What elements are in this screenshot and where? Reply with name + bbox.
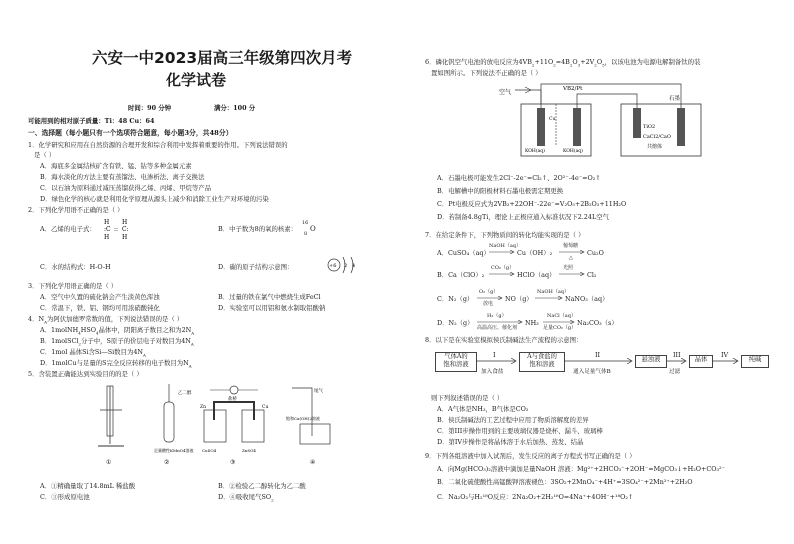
q4-option-a: A．$1molNH_4HSO_4$晶体中，阴阳离子数目之和为$2N_A$ bbox=[40, 326, 195, 336]
flow-arrow-icon bbox=[667, 358, 687, 364]
q8-option-a: A．A气体是NH₃，B气体是CO₂ bbox=[437, 405, 529, 413]
svg-text:足量酸性KMnO4溶液: 足量酸性KMnO4溶液 bbox=[154, 448, 194, 453]
svg-text:H: H bbox=[104, 219, 110, 226]
q3-option-c: C．常温下，铁、铝、钢均可用浓硝酸钝化 bbox=[40, 304, 160, 312]
q7-d-reagent2: NaCl（aq） bbox=[547, 313, 576, 319]
flow-step-2: II bbox=[595, 351, 601, 359]
q5-option-d: D．④吸收尾气$SO_2$ bbox=[218, 493, 274, 503]
svg-text:Zn: Zn bbox=[200, 405, 207, 410]
q9-option-c: C．Na₂O₂与H₂¹⁸O反应：2Na₂O₂+2H₂¹⁸O=4Na⁺+4OH⁻+¹⁸O₂↑ bbox=[437, 493, 634, 501]
arrow-icon bbox=[559, 272, 585, 276]
q6-stem: 6．磷化钒空气电池的放电反应为$4VB_2+11O_2=4B_2O_3+2V_2O_5$，以该电池为电源电解制备钛的装 bbox=[425, 58, 701, 68]
svg-text:②: ② bbox=[164, 459, 170, 466]
q7-d-product: Na₂CO₃（s） bbox=[577, 319, 618, 327]
svg-text:①: ① bbox=[106, 459, 112, 466]
atomic-masses: 可能用到的相对原子质量：Ti：48 Cu：64 bbox=[28, 117, 155, 125]
exam-score: 满分：100 分 bbox=[214, 104, 256, 112]
q7-a-reagent2: 葡萄糖 bbox=[563, 243, 579, 249]
svg-text:空气: 空气 bbox=[499, 89, 512, 96]
q7-b-intermediate: HClO（aq） bbox=[517, 271, 556, 279]
q8-question: 则下列叙述错误的是（ ） bbox=[431, 394, 504, 402]
nuclide-mass-number: 16 bbox=[302, 220, 309, 226]
svg-text:石墨: 石墨 bbox=[669, 96, 681, 102]
flow-box-suspension: 悬浊液 bbox=[635, 355, 667, 368]
q8-stem: 8．以下是在实验室模拟侯氏制碱法生产流程的示意图： bbox=[425, 336, 583, 344]
q5-option-a: A．①精确量取了14.8mL 稀盐酸 bbox=[40, 482, 136, 490]
q7-b-reagent1: CO₂（g） bbox=[491, 265, 515, 271]
q7-option-d: D．N₂（g） bbox=[437, 319, 474, 327]
q2-option-d: D．碳的原子结构示意图： bbox=[218, 263, 294, 271]
flow-arrow-icon bbox=[713, 358, 739, 364]
flow-box-gas-a: 气体A的 饱和溶液 bbox=[435, 352, 477, 372]
q7-d-reagent1: H₂（g） bbox=[487, 313, 507, 319]
q6-option-b: B．电解槽中的阳极材料石墨电极需定期更换 bbox=[437, 187, 564, 195]
battery-electrolysis-figure bbox=[497, 80, 717, 166]
q4-stem: 4．$N_A$为阿伏加德罗常数的值，下列说法错误的是（ ） bbox=[28, 315, 184, 325]
q2-stem: 2．下列化学用语不正确的是（ ） bbox=[28, 206, 124, 214]
q7-c-intermediate: NO（g） bbox=[505, 295, 533, 303]
q1-stem: 1．化学研究和应用在自然资源的合理开发和综合利用中发挥着重要的作用。下列说法错误的 bbox=[28, 141, 288, 149]
flow-step-1: I bbox=[493, 351, 496, 359]
svg-text:VB2/Pt: VB2/Pt bbox=[563, 86, 583, 92]
q7-c-product: NaNO₃（aq） bbox=[565, 295, 609, 303]
flow-step-2-label: 通入足量气体B bbox=[573, 369, 611, 375]
q4-option-b: B．1molSCl$_2$分子中，S原子的价层电子对数目为$4N_A$ bbox=[40, 337, 194, 347]
q5-option-b: B．②检验乙二醇转化为乙二酸 bbox=[218, 482, 306, 490]
exam-time: 时间：90 分钟 bbox=[128, 104, 172, 112]
q5-option-c: C．③形成原电池 bbox=[40, 493, 90, 501]
svg-text:::: :: bbox=[114, 226, 119, 233]
q8-option-c: C．第III步操作用到的主要玻璃仪器是烧杯、漏斗、玻璃棒 bbox=[437, 427, 603, 435]
flow-box-crystal: 晶体 bbox=[689, 355, 713, 368]
q8-option-b: B．侯氏制碱法的工艺过程中应用了物质溶解度的差异 bbox=[437, 416, 589, 424]
svg-text:Cu: Cu bbox=[262, 405, 269, 410]
q6-option-c: C．Pt电极反应式为2VB₂+22OH⁻-22e⁻=V₂O₅+2B₂O₃+11H₂O bbox=[437, 200, 627, 208]
q7-a-intermediate: Cu（OH）₂ bbox=[517, 249, 553, 257]
svg-text::C: :C bbox=[104, 226, 111, 233]
nuclide-atomic-number: 8 bbox=[304, 231, 308, 237]
q9-option-a: A．向Mg(HCO₃)₂溶液中滴加足量NaOH 溶液：Mg²⁺+2HCO₃⁻+2OH⁻=MgCO₃↓+H₂O+CO₃²⁻ bbox=[437, 465, 725, 473]
q7-b-reagent2: 光照 bbox=[563, 265, 574, 271]
q1-stem-cont: 是（ ） bbox=[34, 151, 56, 159]
svg-text:CaCl2/CaO: CaCl2/CaO bbox=[643, 134, 672, 140]
flow-box-a-salt: A与食盐的 饱和溶液 bbox=[519, 352, 565, 372]
test-tube-apparatus bbox=[154, 384, 193, 466]
q1-option-b: B．海水淡化的方法主要有蒸馏法、电渗析法、离子交换法 bbox=[40, 173, 205, 181]
arrow-icon bbox=[489, 250, 515, 254]
svg-text:KOH(aq): KOH(aq) bbox=[563, 149, 583, 154]
burette-apparatus bbox=[98, 386, 124, 466]
q7-d-intermediate: NH₃ bbox=[525, 319, 539, 327]
q1-option-a: A．海底多金属结核矿含有铁、锰、钴等多种金属元素 bbox=[40, 162, 192, 170]
flow-arrow-icon bbox=[565, 358, 633, 364]
q9-option-b: B．二氧化硫使酸性高锰酸钾溶液褪色：3SO₂+2MnO₄⁻+4H⁺=3SO₄²⁻+2Mn²⁺+2H₂O bbox=[437, 478, 693, 486]
q7-a-product: Cu₂O bbox=[587, 249, 604, 257]
q7-d-condition: 高温高压、催化剂 bbox=[477, 325, 518, 331]
ethylene-electron-formula bbox=[100, 216, 160, 242]
svg-text:③: ③ bbox=[230, 459, 236, 466]
svg-text:盐桥: 盐桥 bbox=[228, 397, 237, 402]
q7-c-condition: 放电 bbox=[483, 301, 494, 307]
nuclide-symbol: O bbox=[310, 225, 316, 233]
flow-box-soda: 纯碱 bbox=[741, 355, 769, 368]
nucleus-label: +6 bbox=[329, 263, 337, 269]
svg-text:H: H bbox=[122, 234, 128, 241]
q6-stem-cont: 置如图所示。下列说法不正确的是（ ） bbox=[431, 69, 542, 77]
page-title: 六安一中2023届高三年级第四次月考 bbox=[92, 49, 353, 67]
svg-text:TiO2: TiO2 bbox=[643, 124, 656, 130]
page-subtitle: 化学试卷 bbox=[166, 71, 227, 89]
q7-option-c: C．N₂（g） bbox=[437, 295, 474, 303]
q7-option-a: A．CuSO₄（aq） bbox=[437, 249, 490, 257]
q1-option-c: C．以石油为原料通过减压蒸馏获得乙烯、丙烯、甲烷等产品 bbox=[40, 184, 212, 192]
q7-d-condition2: 足量CO₂（g） bbox=[543, 325, 577, 331]
svg-text:H: H bbox=[104, 234, 110, 241]
shell-electron-count: 4 bbox=[352, 263, 356, 269]
section-heading: 一、选择题（每小题只有一个选项符合题意，每小题3分，共48分） bbox=[28, 129, 233, 137]
gas-absorption-apparatus bbox=[286, 387, 330, 466]
q7-c-reagent1: O₂（g） bbox=[479, 289, 499, 295]
svg-text:饱和Ca(OH)2溶液: 饱和Ca(OH)2溶液 bbox=[286, 416, 320, 421]
q4-option-c: C．1mol 晶体Si含Si—Si数目为$4N_A$ bbox=[40, 348, 146, 358]
flow-step-4: IV bbox=[721, 351, 729, 359]
q5-stem: 5．含装置正确能达到实验目的的是（ ） bbox=[28, 370, 143, 378]
q7-a-condition: △ bbox=[569, 255, 573, 261]
svg-text:④: ④ bbox=[310, 459, 316, 466]
q3-option-b: B．过量的铁在氯气中燃烧生成FeCl bbox=[218, 293, 321, 301]
svg-text:尾气: 尾气 bbox=[314, 389, 323, 394]
carbon-atom-diagram bbox=[326, 254, 362, 276]
q1-option-d: D．绿色化学的核心就是利用化学原理从源头上减少和消除工业生产对环境的污染 bbox=[40, 195, 269, 203]
svg-text:C:: C: bbox=[122, 226, 129, 233]
q2-option-b: B．中子数为8的氧的核素： bbox=[218, 225, 298, 233]
q7-c-reagent2: NaOH（aq） bbox=[537, 289, 569, 295]
q7-option-b: B．Ca（ClO）₂ bbox=[437, 271, 485, 279]
q5-apparatus-figure bbox=[92, 380, 352, 470]
svg-text:共熔体: 共熔体 bbox=[647, 144, 663, 150]
q6-option-d: D．若制备4.8gTi，理论上正极应通入标准状况下2.24L空气 bbox=[437, 213, 609, 221]
q3-option-a: A．空气中久置的硫化钠会产生淡黄色浑浊 bbox=[40, 293, 160, 301]
flow-step-3-label: 过滤 bbox=[669, 369, 681, 375]
arrow-icon bbox=[535, 296, 563, 300]
arrow-icon bbox=[489, 272, 515, 276]
svg-text:H: H bbox=[122, 219, 128, 226]
q7-b-product: Cl₂ bbox=[587, 271, 597, 279]
q4-option-d: D．1molCu与足量的S完全反应转移的电子数目为$N_A$ bbox=[40, 359, 192, 369]
flow-step-1-label: 加入食盐 bbox=[481, 369, 504, 375]
q7-a-reagent1: NaOH（aq） bbox=[489, 243, 521, 249]
shell-electron-count: 2 bbox=[344, 263, 348, 269]
q3-option-d: D．实验室可以用铝和氨水制取铝酸钠 bbox=[218, 304, 326, 312]
q2-option-c: C．水的结构式：H-O-H bbox=[40, 263, 111, 271]
svg-text:KOH(aq): KOH(aq) bbox=[525, 149, 545, 154]
galvanic-cell-apparatus bbox=[200, 386, 268, 466]
q9-stem: 9．下列各组溶液中加入试剂后，发生反应的离子方程式书写正确的是（ ） bbox=[425, 452, 636, 460]
q7-stem: 7．在给定条件下，下列物质间的转化均能实现的是（ ） bbox=[425, 231, 585, 239]
q6-option-a: A．石墨电极可能发生2Cl⁻-2e⁻=Cl₂↑、2O²⁻-4e⁻=O₂↑ bbox=[437, 174, 601, 182]
svg-text:CuSO4: CuSO4 bbox=[202, 448, 217, 453]
svg-text:Cu: Cu bbox=[549, 117, 556, 122]
q3-stem: 3．下列化学用语正确的是（ ） bbox=[28, 282, 118, 290]
svg-text:乙二醇: 乙二醇 bbox=[178, 391, 192, 396]
svg-text:ZnSO4: ZnSO4 bbox=[242, 448, 256, 453]
q8-option-d: D．第IV步操作是将晶体溶于水后加热、蒸发、结晶 bbox=[437, 438, 584, 446]
flow-step-3: III bbox=[673, 351, 681, 359]
q2-option-a: A．乙烯的电子式： bbox=[40, 225, 96, 233]
flow-arrow-icon bbox=[477, 358, 517, 364]
